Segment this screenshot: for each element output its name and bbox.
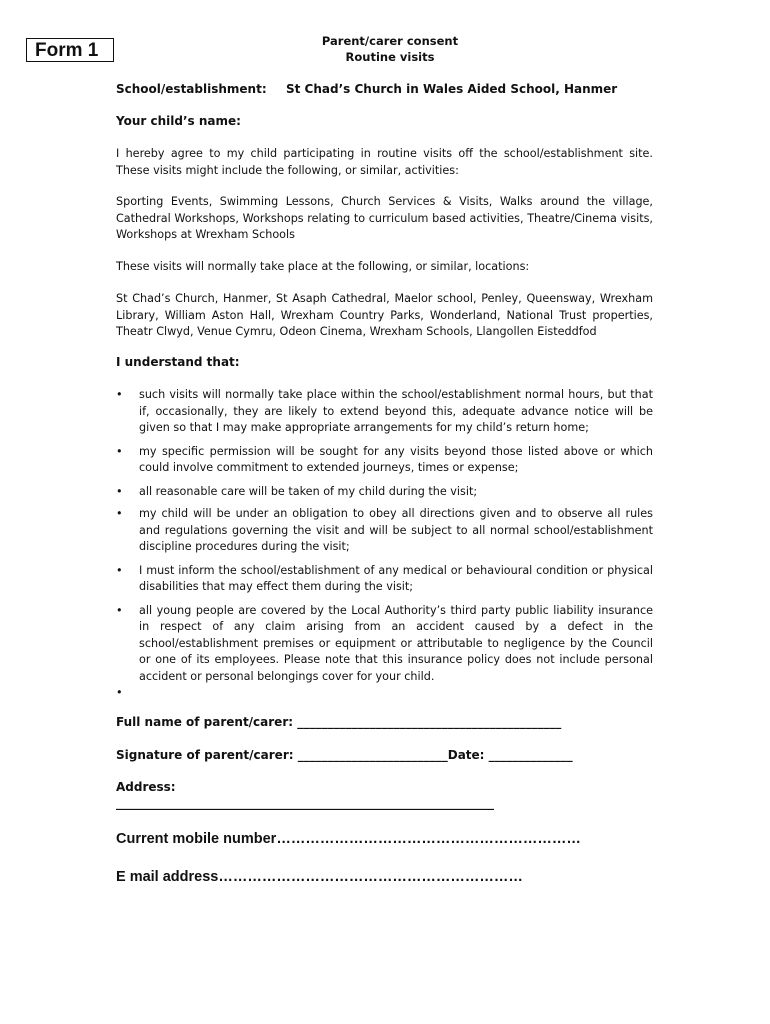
list-item: • such visits will normally take place within the school/establishment normal hours, but that if, occasionally, they are likely to extend beyond this, adequate advance notice will be given so that I may make appropriate arrangements for my child’s return home; bbox=[116, 387, 653, 437]
locations-intro: These visits will normally take place at the following, or similar, locations: bbox=[116, 260, 530, 273]
date-label: Date: bbox=[447, 748, 485, 762]
document-subtitle: Routine visits bbox=[345, 50, 435, 64]
full-name-field[interactable]: ____________________________________________ bbox=[297, 715, 562, 729]
list-item: • I must inform the school/establishment of any medical or behavioural condition or physical disabilities that may effect them during the visit; bbox=[116, 563, 653, 596]
email-field[interactable]: E mail address……………………………………………………… bbox=[116, 869, 523, 885]
full-name-row bbox=[116, 715, 561, 729]
list-item: • all reasonable care will be taken of my child during the visit; bbox=[116, 484, 653, 501]
document-title: Parent/carer consent bbox=[321, 34, 459, 48]
activities-paragraph: Sporting Events, Swimming Lessons, Church Services & Visits, Walks around the village, Cathedral Workshops, Workshops relating to curriculum based activities, Theatre/Cinema visits, Workshops at Wrexham Schools bbox=[116, 195, 653, 241]
address-field[interactable]: _______________________________________________________________ bbox=[116, 796, 494, 810]
school-label: School/establishment: bbox=[116, 82, 267, 96]
list-item: • my specific permission will be sought for any visits beyond those listed above or which could involve commitment to extended journeys, times or expense; bbox=[116, 444, 653, 477]
mobile-number-field[interactable]: Current mobile number……………………………………………………… bbox=[116, 831, 581, 847]
full-name-label: Full name of parent/carer: bbox=[116, 715, 294, 729]
list-item-empty bbox=[116, 685, 653, 701]
understand-heading: I understand that: bbox=[116, 355, 240, 369]
signature-field[interactable]: _________________________ bbox=[297, 748, 448, 762]
child-name-label: Your child’s name: bbox=[116, 114, 241, 128]
address-label: Address: bbox=[116, 780, 176, 794]
list-item: • my child will be under an obligation to obey all directions given and to observe all rules and regulations governing the visit and will be subject to all normal school/establishment discipline procedures during the visit; bbox=[116, 506, 653, 556]
consent-paragraph: I hereby agree to my child participating in routine visits off the school/establishment site. These visits might include the following, or similar, activities: bbox=[116, 147, 653, 177]
list-item: • all young people are covered by the Local Authority’s third party public liability insurance in respect of any claim arising from an accident caused by a defect in the school/establishment premises or equipment or attributable to negligence by the Council or one of its employees. Please note that this insurance policy does not include personal accident or personal belongings cover for your child. bbox=[116, 603, 653, 686]
form-number-badge: Form 1 bbox=[26, 38, 114, 62]
school-name: St Chad’s Church in Wales Aided School, Hanmer bbox=[286, 82, 618, 96]
signature-label: Signature of parent/carer: bbox=[116, 748, 294, 762]
signature-row bbox=[116, 748, 573, 762]
locations-paragraph: St Chad’s Church, Hanmer, St Asaph Cathedral, Maelor school, Penley, Queensway, Wrexham Library, William Aston Hall, Wrexham Country Parks, Wonderland, National Trust properties, Theatr Clwyd, Venue Cymru, Odeon Cinema, Wrexham Schools, Llangollen Eisteddfod bbox=[116, 292, 653, 338]
conditions-list bbox=[116, 387, 653, 701]
document-header bbox=[290, 33, 490, 65]
date-field[interactable]: ______________ bbox=[488, 748, 573, 762]
